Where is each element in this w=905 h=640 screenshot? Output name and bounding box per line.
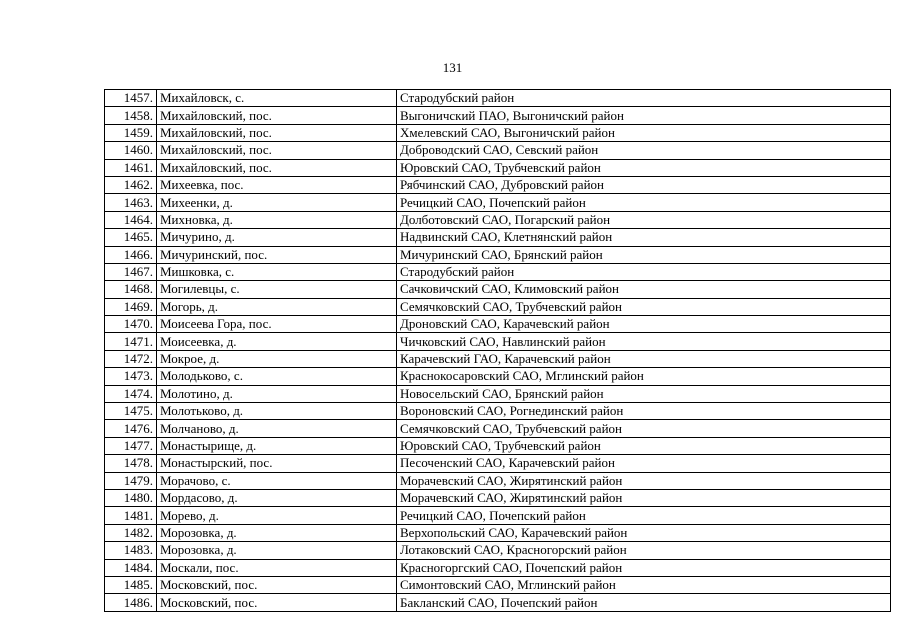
- row-number-cell: 1471.: [105, 333, 157, 350]
- row-number-cell: 1482.: [105, 524, 157, 541]
- settlement-name-cell: Мишковка, с.: [157, 263, 397, 280]
- settlement-name-cell: Могорь, д.: [157, 298, 397, 315]
- row-number-cell: 1476.: [105, 420, 157, 437]
- district-cell: Стародубский район: [397, 263, 891, 280]
- district-cell: Сачковичский САО, Климовский район: [397, 281, 891, 298]
- district-cell: Красногоргский САО, Почепский район: [397, 559, 891, 576]
- table-row: [105, 576, 891, 593]
- settlement-name-cell: Мичуринский, пос.: [157, 246, 397, 263]
- row-number-cell: 1469.: [105, 298, 157, 315]
- settlement-name-cell: Морево, д.: [157, 507, 397, 524]
- settlement-name-cell: Морозовка, д.: [157, 542, 397, 559]
- row-number-cell: 1486.: [105, 594, 157, 611]
- row-number-cell: 1484.: [105, 559, 157, 576]
- row-number-cell: 1457.: [105, 90, 157, 107]
- settlement-name-cell: Московский, пос.: [157, 594, 397, 611]
- table-row: [105, 385, 891, 402]
- district-cell: Лотаковский САО, Красногорский район: [397, 542, 891, 559]
- table-row: [105, 246, 891, 263]
- settlement-name-cell: Михновка, д.: [157, 211, 397, 228]
- district-cell: Юровский САО, Трубчевский район: [397, 159, 891, 176]
- row-number-cell: 1467.: [105, 263, 157, 280]
- table-row: [105, 263, 891, 280]
- table-row: [105, 472, 891, 489]
- settlement-name-cell: Молчаново, д.: [157, 420, 397, 437]
- table-row: [105, 211, 891, 228]
- table-body: [105, 90, 891, 612]
- district-cell: Надвинский САО, Клетнянский район: [397, 229, 891, 246]
- district-cell: Песоченский САО, Карачевский район: [397, 455, 891, 472]
- district-cell: Чичковский САО, Навлинский район: [397, 333, 891, 350]
- row-number-cell: 1462.: [105, 176, 157, 193]
- table-row: [105, 455, 891, 472]
- district-cell: Хмелевский САО, Выгоничский район: [397, 124, 891, 141]
- district-cell: Речицкий САО, Почепский район: [397, 194, 891, 211]
- table-row: [105, 124, 891, 141]
- table-row: [105, 159, 891, 176]
- row-number-cell: 1459.: [105, 124, 157, 141]
- district-cell: Выгоничский ПАО, Выгоничский район: [397, 107, 891, 124]
- settlement-name-cell: Мордасово, д.: [157, 489, 397, 506]
- settlement-name-cell: Молотино, д.: [157, 385, 397, 402]
- district-cell: Морачевский САО, Жирятинский район: [397, 472, 891, 489]
- row-number-cell: 1480.: [105, 489, 157, 506]
- district-cell: Новосельский САО, Брянский район: [397, 385, 891, 402]
- table-row: [105, 333, 891, 350]
- district-cell: Краснокосаровский САО, Мглинский район: [397, 368, 891, 385]
- row-number-cell: 1481.: [105, 507, 157, 524]
- table-row: [105, 176, 891, 193]
- table-row: [105, 594, 891, 611]
- row-number-cell: 1468.: [105, 281, 157, 298]
- table-row: [105, 350, 891, 367]
- settlement-name-cell: Михайловский, пос.: [157, 124, 397, 141]
- settlement-name-cell: Михайловский, пос.: [157, 159, 397, 176]
- district-cell: Карачевский ГАО, Карачевский район: [397, 350, 891, 367]
- row-number-cell: 1461.: [105, 159, 157, 176]
- table-row: [105, 194, 891, 211]
- district-cell: Долботовский САО, Погарский район: [397, 211, 891, 228]
- settlement-name-cell: Михайловский, пос.: [157, 107, 397, 124]
- district-cell: Дроновский САО, Карачевский район: [397, 316, 891, 333]
- settlement-name-cell: Московский, пос.: [157, 576, 397, 593]
- table-row: [105, 107, 891, 124]
- row-number-cell: 1463.: [105, 194, 157, 211]
- row-number-cell: 1460.: [105, 142, 157, 159]
- settlement-name-cell: Москали, пос.: [157, 559, 397, 576]
- district-cell: Юровский САО, Трубчевский район: [397, 437, 891, 454]
- row-number-cell: 1478.: [105, 455, 157, 472]
- table-row: [105, 507, 891, 524]
- row-number-cell: 1458.: [105, 107, 157, 124]
- settlement-name-cell: Михеенки, д.: [157, 194, 397, 211]
- row-number-cell: 1473.: [105, 368, 157, 385]
- settlement-name-cell: Монастырище, д.: [157, 437, 397, 454]
- row-number-cell: 1483.: [105, 542, 157, 559]
- row-number-cell: 1474.: [105, 385, 157, 402]
- row-number-cell: 1466.: [105, 246, 157, 263]
- table-row: [105, 420, 891, 437]
- page-number: 131: [442, 60, 463, 75]
- table-row: [105, 298, 891, 315]
- settlement-name-cell: Монастырский, пос.: [157, 455, 397, 472]
- settlement-name-cell: Моисеева Гора, пос.: [157, 316, 397, 333]
- table-row: [105, 142, 891, 159]
- district-cell: Рябчинский САО, Дубровский район: [397, 176, 891, 193]
- row-number-cell: 1477.: [105, 437, 157, 454]
- row-number-cell: 1464.: [105, 211, 157, 228]
- row-number-cell: 1479.: [105, 472, 157, 489]
- district-cell: Верхопольский САО, Карачевский район: [397, 524, 891, 541]
- settlement-name-cell: Морачово, с.: [157, 472, 397, 489]
- district-cell: Мичуринский САО, Брянский район: [397, 246, 891, 263]
- table-row: [105, 542, 891, 559]
- district-cell: Симонтовский САО, Мглинский район: [397, 576, 891, 593]
- settlements-table: [104, 89, 891, 612]
- row-number-cell: 1465.: [105, 229, 157, 246]
- settlement-name-cell: Морозовка, д.: [157, 524, 397, 541]
- district-cell: Вороновский САО, Рогнединский район: [397, 403, 891, 420]
- district-cell: Семячковский САО, Трубчевский район: [397, 420, 891, 437]
- settlement-name-cell: Михайловск, с.: [157, 90, 397, 107]
- row-number-cell: 1485.: [105, 576, 157, 593]
- settlement-name-cell: Мокрое, д.: [157, 350, 397, 367]
- row-number-cell: 1472.: [105, 350, 157, 367]
- table-row: [105, 368, 891, 385]
- table-row: [105, 229, 891, 246]
- settlement-name-cell: Молотьково, д.: [157, 403, 397, 420]
- table-row: [105, 281, 891, 298]
- table-row: [105, 316, 891, 333]
- settlement-name-cell: Могилевцы, с.: [157, 281, 397, 298]
- table-row: [105, 437, 891, 454]
- settlement-name-cell: Молодьково, с.: [157, 368, 397, 385]
- settlement-name-cell: Мичурино, д.: [157, 229, 397, 246]
- table-row: [105, 559, 891, 576]
- district-cell: Доброводский САО, Севский район: [397, 142, 891, 159]
- table-row: [105, 489, 891, 506]
- settlement-name-cell: Михайловский, пос.: [157, 142, 397, 159]
- district-cell: Речицкий САО, Почепский район: [397, 507, 891, 524]
- district-cell: Семячковский САО, Трубчевский район: [397, 298, 891, 315]
- settlement-name-cell: Моисеевка, д.: [157, 333, 397, 350]
- table-row: [105, 403, 891, 420]
- settlement-name-cell: Михеевка, пос.: [157, 176, 397, 193]
- table-row: [105, 90, 891, 107]
- district-cell: Морачевский САО, Жирятинский район: [397, 489, 891, 506]
- district-cell: Бакланский САО, Почепский район: [397, 594, 891, 611]
- district-cell: Стародубский район: [397, 90, 891, 107]
- row-number-cell: 1475.: [105, 403, 157, 420]
- table-row: [105, 524, 891, 541]
- row-number-cell: 1470.: [105, 316, 157, 333]
